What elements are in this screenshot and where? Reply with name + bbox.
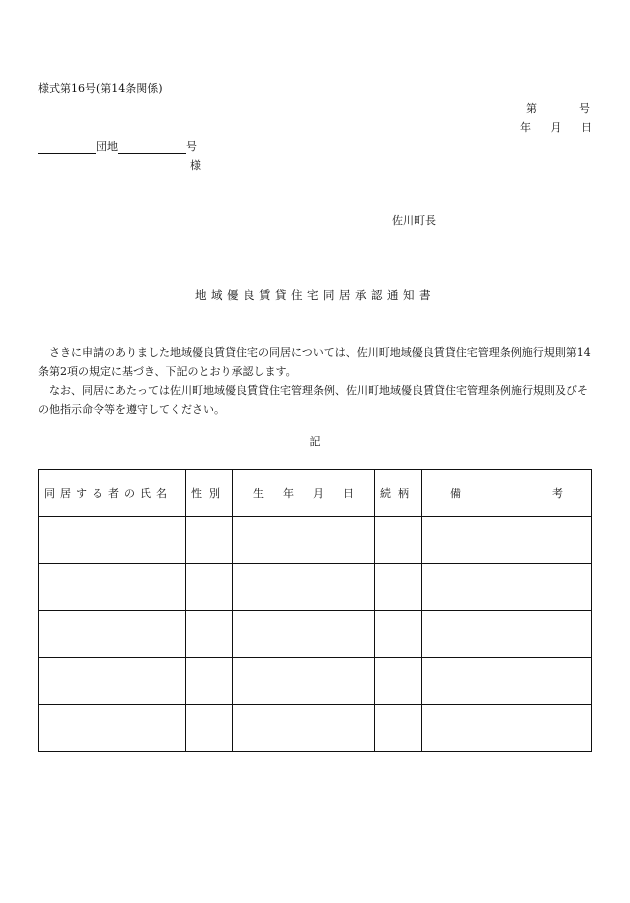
- recipient-address: [38, 138, 197, 154]
- cell-sex[interactable]: [186, 564, 233, 611]
- ki-label: 記: [309, 435, 321, 448]
- header-birthdate: [233, 470, 375, 517]
- cell-birthdate[interactable]: [233, 517, 375, 564]
- cell-name[interactable]: [39, 705, 186, 752]
- cohabitant-table: [38, 469, 592, 752]
- header-name: 同居する者の氏名: [39, 470, 186, 517]
- body-paragraph-1: さきに申請のありました地域優良賃貸住宅の同居については、佐川町地域優良賃貸住宅管理条例施行規則第14条第2項の規定に基づき、下記のとおり承認します。: [38, 346, 591, 378]
- gou-label: 号: [579, 102, 590, 115]
- document-number-line: [526, 100, 590, 116]
- cell-note[interactable]: [422, 517, 592, 564]
- header-birth-sei: 生: [253, 487, 264, 500]
- header-note-kou: 考: [552, 487, 563, 500]
- body-text: [38, 343, 593, 419]
- cell-note[interactable]: [422, 564, 592, 611]
- cell-relation[interactable]: [375, 658, 422, 705]
- cell-note[interactable]: [422, 658, 592, 705]
- header-birth-year: 年: [283, 487, 294, 500]
- cell-relation[interactable]: [375, 517, 422, 564]
- cell-sex[interactable]: [186, 517, 233, 564]
- danchi-blank[interactable]: [38, 142, 96, 154]
- danchi-label: 団地: [96, 140, 118, 153]
- date-line: [520, 119, 592, 135]
- table-row: [39, 517, 592, 564]
- month-label: 月: [550, 121, 562, 134]
- cell-name[interactable]: [39, 517, 186, 564]
- cell-note[interactable]: [422, 705, 592, 752]
- table-row: [39, 658, 592, 705]
- cell-birthdate[interactable]: [233, 705, 375, 752]
- cell-sex[interactable]: [186, 658, 233, 705]
- cell-sex[interactable]: [186, 705, 233, 752]
- cell-relation[interactable]: [375, 705, 422, 752]
- room-gou-label: 号: [186, 140, 197, 153]
- header-sex: 性別: [186, 470, 233, 517]
- cell-birthdate[interactable]: [233, 658, 375, 705]
- cell-name[interactable]: [39, 564, 186, 611]
- header-birth-day: 日: [343, 487, 354, 500]
- table-row: [39, 564, 592, 611]
- document-title: 地域優良賃貸住宅同居承認通知書: [195, 288, 435, 302]
- cell-birthdate[interactable]: [233, 564, 375, 611]
- room-number-blank[interactable]: [118, 142, 186, 154]
- header-birth-month: 月: [313, 487, 324, 500]
- table-header-row: [39, 470, 592, 517]
- sender-name: 佐川町長: [392, 214, 436, 227]
- table-row: [39, 705, 592, 752]
- cell-name[interactable]: [39, 611, 186, 658]
- cell-note[interactable]: [422, 611, 592, 658]
- dai-label: 第: [526, 102, 537, 115]
- honorific-sama: 様: [190, 159, 201, 172]
- cell-sex[interactable]: [186, 611, 233, 658]
- day-label: 日: [581, 121, 592, 134]
- cell-name[interactable]: [39, 658, 186, 705]
- header-note: [422, 470, 592, 517]
- header-note-bi: 備: [450, 487, 461, 500]
- form-number: 様式第16号(第14条関係): [38, 82, 163, 95]
- cell-relation[interactable]: [375, 564, 422, 611]
- body-paragraph-2: なお、同居にあたっては佐川町地域優良賃貸住宅管理条例、佐川町地域優良賃貸住宅管理条例施行規則及びその他指示命令等を遵守してください。: [38, 384, 588, 416]
- header-relation: 続柄: [375, 470, 422, 517]
- cell-relation[interactable]: [375, 611, 422, 658]
- cell-birthdate[interactable]: [233, 611, 375, 658]
- table-row: [39, 611, 592, 658]
- year-label: 年: [520, 121, 531, 134]
